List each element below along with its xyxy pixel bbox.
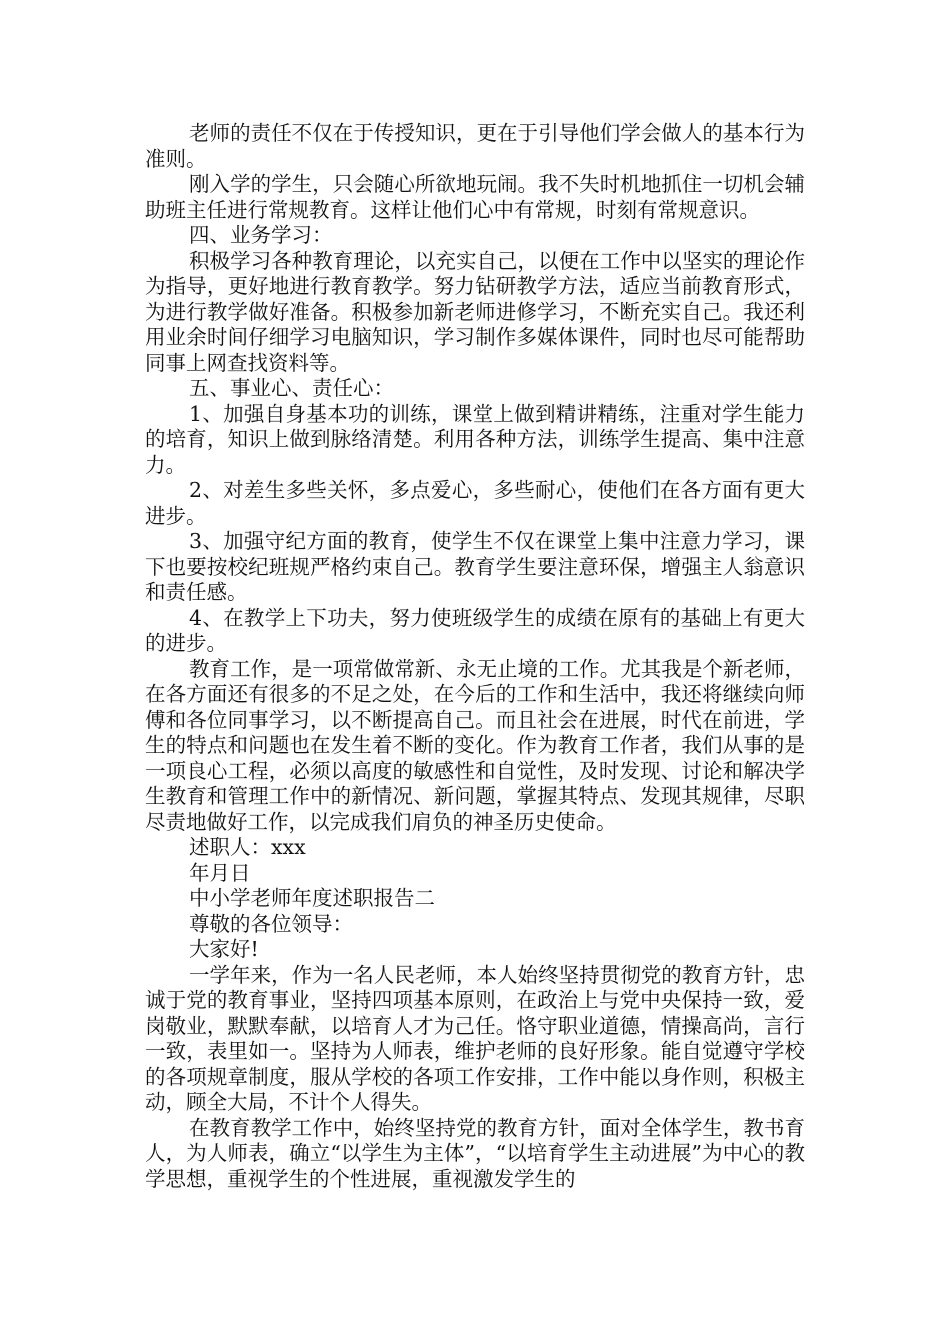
paragraph-5: 一学年来，作为一名人民老师，本人始终坚持贯彻党的教育方针，忠诚于党的教育事业，坚持四项基本原则，在政治上与党中央保持一致，爱岗敬业，默默奉献，以培育人才为己任。恪守职业道德，情操高尚，言行一致，表里如一。坚持为人师表，维护老师的良好形象。能自觉遵守学校的各项规章制度，服从学校的各项工作安排，工作中能以身作则，积极主动，顾全大局，不计个人得失。 [145, 962, 805, 1114]
salutation: 尊敬的各位领导： [189, 911, 353, 936]
report-title-2: 中小学老师年度述职报告二 [189, 886, 435, 910]
paragraph-1: 老师的责任不仅在于传授知识，更在于引导他们学会做人的基本行为准则。 [145, 121, 805, 171]
paragraph-3: 积极学习各种教育理论，以充实自己，以便在工作中以坚实的理论作为指导，更好地进行教育教学。努力钻研教学方法，适应当前教育形式，为进行教学做好准备。积极参加新老师进修学习，不断充实自己。我还利用业余时间仔细学习电脑知识，学习制作多媒体课件，同时也尽可能帮助同事上网查找资料等。 [145, 248, 805, 375]
section-heading-5: 五、事业心、责任心： [189, 376, 394, 400]
section-heading-4: 四、业务学习： [189, 223, 333, 247]
document-page [145, 121, 805, 1192]
paragraph-4: 教育工作，是一项常做常新、永无止境的工作。尤其我是个新老师，在各方面还有很多的不足之处，在今后的工作和生活中，我还将继续向师傅和各位同事学习，以不断提高自己。而且社会在进展，时代在前进，学生的特点和问题也在发生着不断的变化。作为教育工作者，我们从事的是一项良心工程，必须以高度的敏感性和自觉性，及时发现、讨论和解决学生教育和管理工作中的新情况、新问题，掌握其特点、发现其规律，尽职尽责地做好工作，以完成我们肩负的神圣历史使命。 [145, 656, 805, 834]
signature-line: 述职人：xxx [189, 835, 306, 859]
list-item-3: 3、加强守纪方面的教育，使学生不仅在课堂上集中注意力学习，课下也要按校纪班规严格约束自己。教育学生要注意环保，增强主人翁意识和责任感。 [145, 529, 805, 604]
date-line: 年月日 [189, 860, 251, 885]
greeting: 大家好! [189, 937, 259, 961]
paragraph-6: 在教育教学工作中，始终坚持党的教育方针，面对全体学生，教书育人，为人师表，确立“以学生为主体”，“以培育学生主动进展”为中心的教学思想，重视学生的个性进展，重视激发学生的 [145, 1115, 805, 1191]
paragraph-2: 刚入学的学生，只会随心所欲地玩闹。我不失时机地抓住一切机会辅助班主任进行常规教育。这样让他们心中有常规，时刻有常规意识。 [145, 172, 805, 222]
list-item-1: 1、加强自身基本功的训练，课堂上做到精讲精练，注重对学生能力的培育，知识上做到脉络清楚。利用各种方法，训练学生提高、集中注意力。 [145, 401, 805, 477]
list-item-4: 4、在教学上下功夫，努力使班级学生的成绩在原有的基础上有更大的进步。 [145, 605, 805, 655]
list-item-2: 2、对差生多些关怀，多点爱心，多些耐心，使他们在各方面有更大进步。 [145, 478, 805, 528]
